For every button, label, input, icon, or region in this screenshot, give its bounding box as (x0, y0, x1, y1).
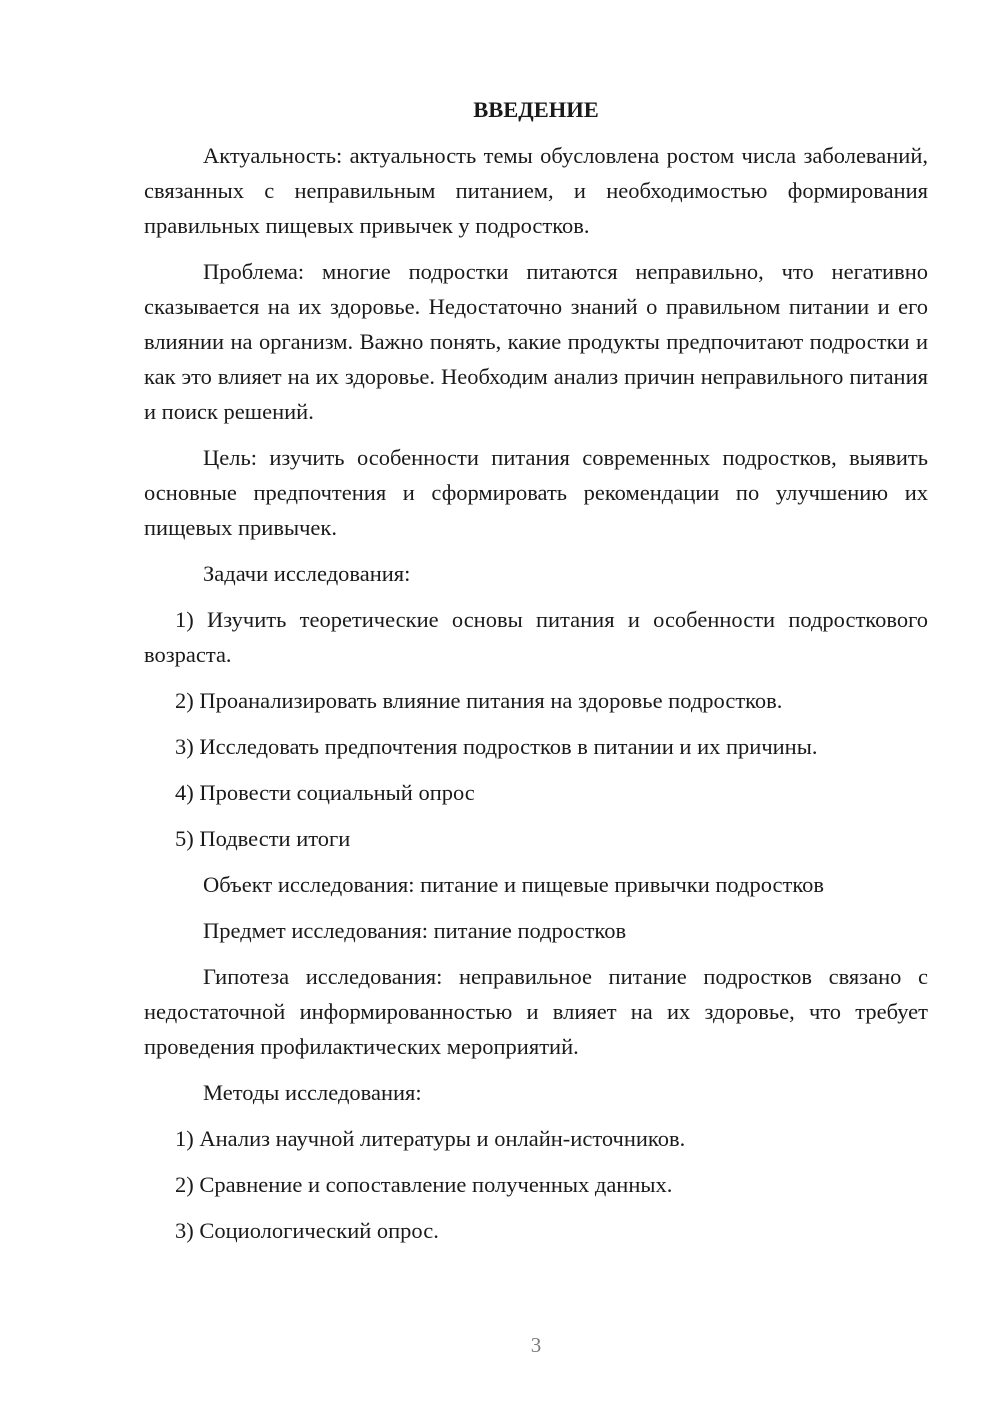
task-item: 2) Проанализировать влияние питания на здоровье подростков. (175, 688, 783, 713)
problem-paragraph: Проблема: многие подростки питаются неправильно, что негативно сказывается на их здоровье. Недостаточно знаний о правильном питании и его влиянии на организм. Важно понять, какие продукты предпочитают подростки и как это влияет на их здоровье. Необходим анализ причин неправильного питания и поиск решений. (144, 259, 928, 424)
method-item: 1) Анализ научной литературы и онлайн-источников. (175, 1126, 686, 1151)
page-content (144, 92, 928, 1259)
tasks-heading: Задачи исследования: (203, 561, 411, 586)
method-item: 2) Сравнение и сопоставление полученных данных. (175, 1172, 673, 1197)
research-subject: Предмет исследования: питание подростков (203, 918, 627, 943)
task-item: 5) Подвести итоги (175, 826, 351, 851)
methods-heading: Методы исследования: (203, 1080, 422, 1105)
page-number: 3 (530, 1333, 542, 1357)
task-item: 3) Исследовать предпочтения подростков в питании и их причины. (175, 734, 818, 759)
relevance-paragraph: Актуальность: актуальность темы обусловлена ростом числа заболеваний, связанных с неправильным питанием, и необходимостью формирования правильных пищевых привычек у подростков. (144, 143, 928, 238)
page-title: ВВЕДЕНИЕ (473, 97, 599, 122)
research-hypothesis: Гипотеза исследования: неправильное питание подростков связано с недостаточной информированностью и влияет на их здоровье, что требует проведения профилактических мероприятий. (144, 964, 928, 1059)
task-item: 4) Провести социальный опрос (175, 780, 475, 805)
goal-paragraph: Цель: изучить особенности питания современных подростков, выявить основные предпочтения и сформировать рекомендации по улучшению их пищевых привычек. (144, 445, 928, 540)
research-object: Объект исследования: питание и пищевые привычки подростков (203, 872, 825, 897)
task-item: 1) Изучить теоретические основы питания и особенности подросткового возраста. (144, 607, 928, 667)
method-item: 3) Социологический опрос. (175, 1218, 439, 1243)
